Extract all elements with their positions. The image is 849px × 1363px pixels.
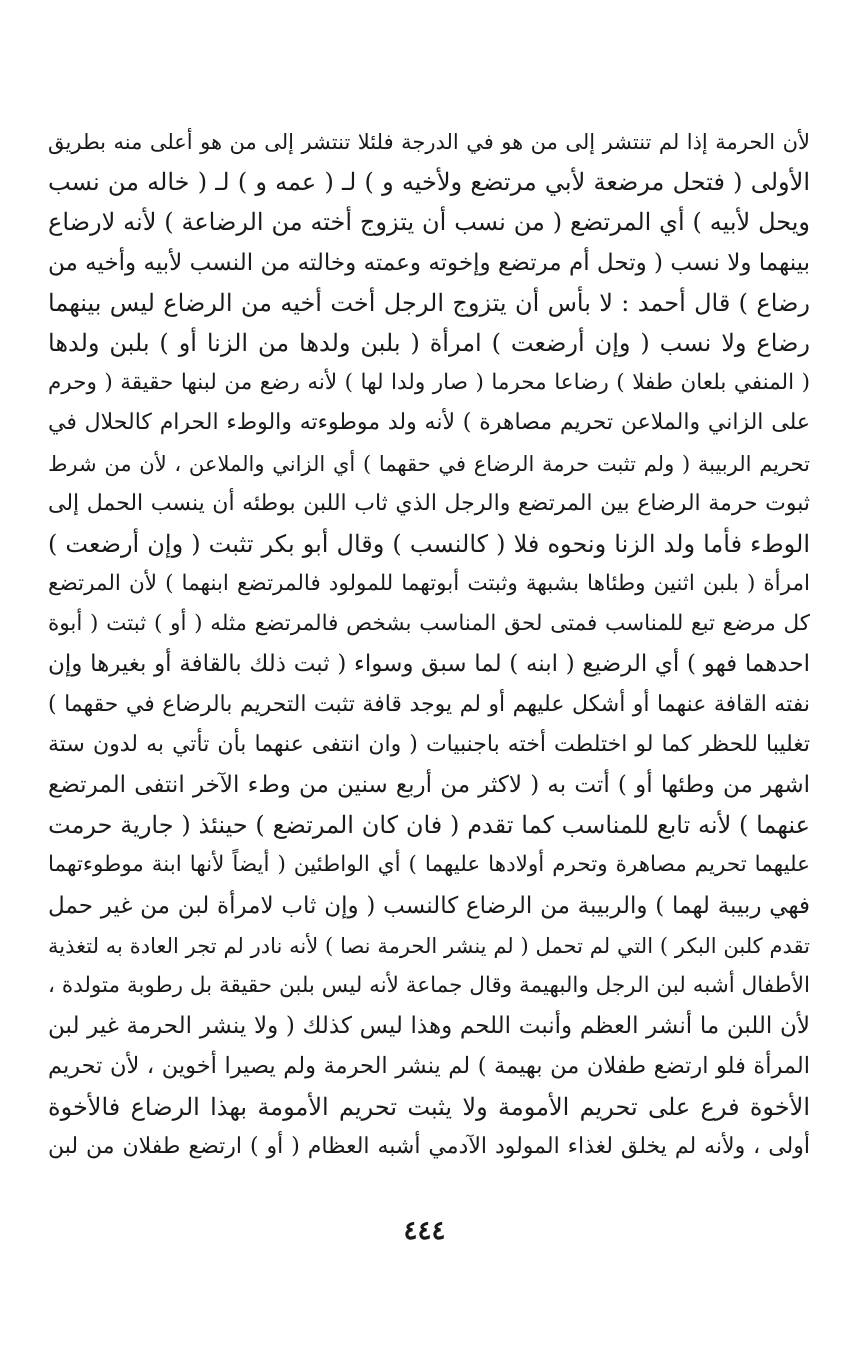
- text-line: الأولى ( فتحل مرضعة لأبي مرتضع ولأخيه و ) لـ ( عمه و ) لـ ( خاله من نسب: [48, 168, 810, 197]
- text-line: الوطء فأما ولد الزنا ونحوه فلا ( كالنسب ) وقال أبو بكر تثبت ( وإن أرضعت ): [48, 529, 810, 558]
- text-line: فهي ربيبة لهما ) والربيبة من الرضاع كالنسب ( وإن ثاب لامرأة لبن من غير حمل: [48, 892, 810, 919]
- text-line: المرأة فلو ارتضع طفلان من بهيمة ) لم ينشر الحرمة ولم يصيرا أخوين ، لأن تحريم: [48, 1053, 810, 1080]
- text-line: تقدم كلبن البكر ) التي لم تحمل ( لم ينشر الحرمة نصا ) لأنه نادر لم تجر العادة به لتغذية: [48, 933, 810, 958]
- text-line: عنهما ) لأنه تابع للمناسب كما تقدم ( فان كان المرتضع ) حينئذ ( جارية حرمت: [48, 811, 810, 840]
- text-line: الأخوة فرع على تحريم الأمومة ولا يثبت تحريم الأمومة بهذا الرضاع فالأخوة: [48, 1092, 810, 1121]
- text-line: رضاع ) قال أحمد : لا بأس أن يتزوج الرجل أخت أخيه من الرضاع ليس بينهما: [48, 288, 810, 317]
- text-line: بينهما ولا نسب ( وتحل أم مرتضع وإخوته وعمته وخالته من النسب لأبيه وأخيه من: [48, 249, 810, 276]
- text-line: اشهر من وطئها أو ) أتت به ( لاكثر من أربع سنين من وطء الآخر انتفى المرتضع: [48, 772, 810, 798]
- text-line: على الزاني والملاعن تحريم مصاهرة ) لأنه ولد موطوءته والوطء الحرام كالحلال في: [48, 410, 810, 436]
- text-line: احدهما فهو ) أي الرضيع ( ابنه ) لما سبق وسواء ( ثبت ذلك بالقافة أو بغيرها وإن: [48, 651, 810, 678]
- text-line: امرأة ( بلبن اثنين وطئاها بشبهة وثبتت أبوتهما للمولود فالمرتضع ابنهما ) لأن المرتضع: [48, 571, 810, 597]
- body-text: [48, 122, 810, 1167]
- text-line: ثبوت حرمة الرضاع بين المرتضع والرجل الذي ثاب اللبن بوطئه أن ينسب الحمل إلى: [48, 490, 810, 516]
- page-number: ٤٤٤: [403, 1216, 446, 1246]
- text-line: أولى ، ولأنه لم يخلق لغذاء المولود الآدمي أشبه العظام ( أو ) ارتضع طفلان من لبن: [48, 1133, 810, 1159]
- text-line: رضاع ولا نسب ( وإن أرضعت ) امرأة ( بلبن ولدها من الزنا أو ) بلبن ولدها: [48, 328, 810, 357]
- text-line: تحريم الربيبة ( ولم تثبت حرمة الرضاع في حقهما ) أي الزاني والملاعن ، لأن من شرط: [48, 451, 810, 476]
- text-line: تغليبا للحظر كما لو اختلطت أخته باجنبيات ( وان انتفى عنهما بأن تأتي به لدون ستة: [48, 731, 810, 757]
- text-line: نفته القافة عنهما أو أشكل عليهم أو لم يوجد قافة تثبت التحريم بالرضاع في حقهما ): [48, 691, 810, 717]
- text-line: لأن اللبن ما أنشر العظم وأنبت اللحم وهذا ليس كذلك ( ولا ينشر الحرمة غير لبن: [48, 1013, 810, 1040]
- text-line: الأطفال أشبه لبن الرجل والبهيمة وقال جماعة لأنه ليس بلبن حقيقة بل رطوبة متولدة ،: [48, 972, 810, 998]
- text-line: لأن الحرمة إذا لم تنتشر إلى من هو في الدرجة فلئلا تنتشر إلى من هو أعلى منه بطريق: [48, 130, 810, 154]
- text-line: ويحل لأبيه ) أي المرتضع ( من نسب أن يتزوج أخته من الرضاعة ) لأنه لارضاع: [48, 208, 810, 237]
- text-line: عليهما تحريم مصاهرة وتحرم أولادها عليهما ) أي الواطئين ( أيضاً لأنها ابنة موطوءتهما: [48, 852, 810, 878]
- text-line: ( المنفي بلعان طفلا ) رضاعا محرما ( صار ولدا لها ) لأنه رضع من لبنها حقيقة ( وحرم: [48, 370, 810, 396]
- text-line: كل مرضع تبع للمناسب فمتى لحق المناسب بشخص فالمرتضع مثله ( أو ) ثبتت ( أبوة: [48, 611, 810, 637]
